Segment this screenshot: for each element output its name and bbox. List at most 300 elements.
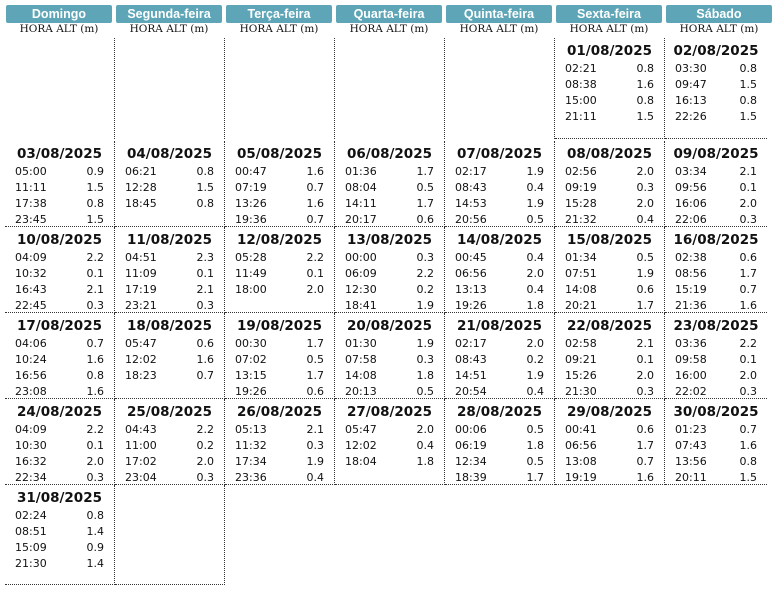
tide-row <box>115 180 224 196</box>
tide-time: 05:13 <box>235 423 267 436</box>
tide-time: 19:26 <box>235 385 267 398</box>
tide-row <box>115 164 224 180</box>
tide-row <box>665 384 767 400</box>
tide-time: 14:51 <box>455 369 487 382</box>
tide-height: 0.7 <box>306 213 324 226</box>
tide-row <box>665 298 767 314</box>
tide-time: 06:21 <box>125 165 157 178</box>
tide-height: 0.8 <box>636 62 654 75</box>
tide-time: 08:04 <box>345 181 377 194</box>
tide-height: 1.8 <box>416 455 434 468</box>
day-cell <box>555 38 665 139</box>
empty-day-cell <box>5 38 115 139</box>
tide-row <box>665 438 767 454</box>
column-subheader: HORA ALT (m) <box>569 23 649 35</box>
tide-time: 20:17 <box>345 213 377 226</box>
tide-row <box>335 164 444 180</box>
tide-height: 0.6 <box>739 251 757 264</box>
tide-height: 2.2 <box>196 423 214 436</box>
day-date: 08/08/2025 <box>566 146 652 162</box>
tide-time: 11:09 <box>125 267 157 280</box>
tide-row <box>665 109 767 125</box>
tide-row <box>115 298 224 314</box>
day-date: 29/08/2025 <box>566 404 652 420</box>
day-cell <box>115 399 225 485</box>
day-date: 23/08/2025 <box>673 318 759 334</box>
tide-time: 10:30 <box>15 439 47 452</box>
day-cell <box>445 399 555 485</box>
tide-time: 14:08 <box>565 283 597 296</box>
tide-height: 1.8 <box>416 369 434 382</box>
tide-time: 11:49 <box>235 267 267 280</box>
tide-height: 0.3 <box>739 385 757 398</box>
day-date: 28/08/2025 <box>456 404 542 420</box>
tide-row <box>115 336 224 352</box>
tide-time: 20:54 <box>455 385 487 398</box>
tide-time: 07:19 <box>235 181 267 194</box>
tide-time: 16:32 <box>15 455 47 468</box>
day-date: 07/08/2025 <box>456 146 542 162</box>
tide-row <box>335 368 444 384</box>
tide-height: 0.4 <box>306 471 324 484</box>
tide-time: 02:56 <box>565 165 597 178</box>
tide-time: 13:13 <box>455 283 487 296</box>
tide-row <box>225 454 334 470</box>
tide-time: 10:24 <box>15 353 47 366</box>
tide-row <box>555 368 664 384</box>
tide-row <box>555 298 664 314</box>
tide-time: 22:34 <box>15 471 47 484</box>
tide-time: 21:30 <box>15 557 47 570</box>
tide-row <box>335 250 444 266</box>
tide-row <box>665 266 767 282</box>
tide-row <box>5 556 114 572</box>
tide-time: 07:02 <box>235 353 267 366</box>
tide-height: 1.5 <box>636 110 654 123</box>
tide-height: 2.0 <box>196 455 214 468</box>
tide-row <box>225 368 334 384</box>
day-date: 18/08/2025 <box>126 318 212 334</box>
tide-time: 13:15 <box>235 369 267 382</box>
tide-height: 1.9 <box>526 369 544 382</box>
tide-height: 0.2 <box>416 283 434 296</box>
tide-row <box>665 454 767 470</box>
tide-time: 17:38 <box>15 197 47 210</box>
tide-time: 18:00 <box>235 283 267 296</box>
tide-time: 11:11 <box>15 181 47 194</box>
tide-height: 0.3 <box>306 439 324 452</box>
tide-time: 14:53 <box>455 197 487 210</box>
tide-time: 19:36 <box>235 213 267 226</box>
tide-time: 06:09 <box>345 267 377 280</box>
tide-time: 05:28 <box>235 251 267 264</box>
tide-row <box>665 180 767 196</box>
day-cell <box>225 399 335 485</box>
tide-height: 0.1 <box>739 353 757 366</box>
tide-row <box>335 384 444 400</box>
tide-height: 0.3 <box>416 353 434 366</box>
tide-height: 1.7 <box>526 471 544 484</box>
tide-row <box>445 454 554 470</box>
empty-day-cell <box>115 485 225 585</box>
day-cell <box>5 399 115 485</box>
tide-time: 20:13 <box>345 385 377 398</box>
tide-height: 2.0 <box>306 283 324 296</box>
tide-row <box>225 438 334 454</box>
tide-height: 0.5 <box>526 423 544 436</box>
tide-time: 12:02 <box>345 439 377 452</box>
tide-row <box>665 336 767 352</box>
tide-height: 1.5 <box>86 181 104 194</box>
tide-height: 0.1 <box>739 181 757 194</box>
tide-row <box>5 508 114 524</box>
day-date: 11/08/2025 <box>126 232 212 248</box>
weekday-header-4: Quinta-feira <box>446 5 552 23</box>
tide-row <box>225 422 334 438</box>
tide-time: 00:47 <box>235 165 267 178</box>
tide-height: 2.0 <box>526 337 544 350</box>
tide-row <box>665 250 767 266</box>
tide-time: 18:39 <box>455 471 487 484</box>
tide-time: 16:13 <box>675 94 707 107</box>
tide-time: 10:32 <box>15 267 47 280</box>
tide-height: 0.8 <box>196 197 214 210</box>
tide-row <box>115 368 224 384</box>
tide-height: 1.9 <box>526 197 544 210</box>
tide-height: 0.8 <box>86 509 104 522</box>
tide-row <box>115 282 224 298</box>
tide-row <box>225 180 334 196</box>
tide-height: 1.5 <box>196 181 214 194</box>
tide-time: 02:17 <box>455 165 487 178</box>
tide-height: 1.9 <box>636 267 654 280</box>
tide-row <box>445 470 554 486</box>
tide-time: 01:30 <box>345 337 377 350</box>
tide-row <box>445 336 554 352</box>
empty-day-cell <box>445 485 555 585</box>
day-cell <box>555 227 665 313</box>
tide-row <box>665 352 767 368</box>
tide-time: 16:00 <box>675 369 707 382</box>
day-cell <box>445 313 555 399</box>
tide-height: 1.9 <box>416 299 434 312</box>
tide-row <box>555 438 664 454</box>
tide-time: 11:00 <box>125 439 157 452</box>
tide-row <box>5 266 114 282</box>
tide-time: 07:51 <box>565 267 597 280</box>
tide-time: 17:34 <box>235 455 267 468</box>
tide-height: 0.7 <box>196 369 214 382</box>
tide-row <box>335 298 444 314</box>
tide-height: 1.6 <box>86 385 104 398</box>
weekday-header-2: Terça-feira <box>226 5 332 23</box>
day-date: 27/08/2025 <box>346 404 432 420</box>
tide-row <box>555 196 664 212</box>
empty-day-cell <box>555 485 665 585</box>
column-subheader: HORA ALT (m) <box>679 23 759 35</box>
tide-height: 2.0 <box>636 165 654 178</box>
tide-height: 2.1 <box>636 337 654 350</box>
day-date: 19/08/2025 <box>236 318 322 334</box>
tide-row <box>445 180 554 196</box>
tide-height: 0.9 <box>86 165 104 178</box>
tide-height: 1.6 <box>306 165 324 178</box>
tide-height: 1.7 <box>636 299 654 312</box>
day-date: 13/08/2025 <box>346 232 432 248</box>
tide-time: 08:43 <box>455 353 487 366</box>
tide-row <box>335 422 444 438</box>
tide-time: 07:58 <box>345 353 377 366</box>
tide-height: 0.7 <box>739 423 757 436</box>
day-date: 30/08/2025 <box>673 404 759 420</box>
tide-time: 21:11 <box>565 110 597 123</box>
tide-row <box>225 470 334 486</box>
tide-time: 04:43 <box>125 423 157 436</box>
tide-time: 20:21 <box>565 299 597 312</box>
tide-row <box>225 164 334 180</box>
tide-height: 0.4 <box>526 251 544 264</box>
tide-time: 09:58 <box>675 353 707 366</box>
tide-height: 0.4 <box>526 385 544 398</box>
tide-row <box>225 336 334 352</box>
tide-row <box>555 77 664 93</box>
tide-row <box>5 250 114 266</box>
tide-time: 18:45 <box>125 197 157 210</box>
tide-height: 0.8 <box>636 94 654 107</box>
day-cell <box>335 141 445 227</box>
tide-height: 0.3 <box>416 251 434 264</box>
empty-day-cell <box>225 38 335 139</box>
tide-height: 0.8 <box>196 165 214 178</box>
tide-time: 04:09 <box>15 423 47 436</box>
tide-time: 12:30 <box>345 283 377 296</box>
tide-height: 1.6 <box>86 353 104 366</box>
day-date: 22/08/2025 <box>566 318 652 334</box>
tide-height: 1.7 <box>416 165 434 178</box>
tide-height: 0.5 <box>636 251 654 264</box>
tide-time: 02:58 <box>565 337 597 350</box>
day-cell <box>115 141 225 227</box>
tide-time: 16:43 <box>15 283 47 296</box>
tide-height: 2.0 <box>416 423 434 436</box>
tide-time: 16:56 <box>15 369 47 382</box>
tide-row <box>5 470 114 486</box>
day-cell <box>115 313 225 399</box>
tide-row <box>115 352 224 368</box>
tide-height: 1.8 <box>526 299 544 312</box>
tide-row <box>555 336 664 352</box>
tide-row <box>5 164 114 180</box>
tide-height: 0.3 <box>636 385 654 398</box>
tide-time: 19:19 <box>565 471 597 484</box>
tide-row <box>5 454 114 470</box>
tide-row <box>5 438 114 454</box>
tide-row <box>5 298 114 314</box>
tide-row <box>665 196 767 212</box>
tide-row <box>665 470 767 486</box>
day-cell <box>555 313 665 399</box>
tide-time: 22:06 <box>675 213 707 226</box>
tide-height: 1.5 <box>739 110 757 123</box>
tide-time: 14:08 <box>345 369 377 382</box>
tide-time: 23:04 <box>125 471 157 484</box>
tide-time: 13:56 <box>675 455 707 468</box>
tide-height: 0.7 <box>306 181 324 194</box>
tide-time: 08:56 <box>675 267 707 280</box>
tide-row <box>5 368 114 384</box>
tide-row <box>445 298 554 314</box>
day-cell <box>335 313 445 399</box>
tide-row <box>335 438 444 454</box>
tide-time: 01:23 <box>675 423 707 436</box>
tide-height: 0.4 <box>526 181 544 194</box>
tide-time: 13:08 <box>565 455 597 468</box>
tide-row <box>5 352 114 368</box>
tide-time: 03:34 <box>675 165 707 178</box>
tide-time: 03:30 <box>675 62 707 75</box>
tide-row <box>445 422 554 438</box>
tide-height: 0.8 <box>86 369 104 382</box>
tide-time: 09:19 <box>565 181 597 194</box>
tide-time: 04:09 <box>15 251 47 264</box>
tide-height: 0.7 <box>739 283 757 296</box>
tide-height: 1.5 <box>739 471 757 484</box>
tide-height: 0.8 <box>86 197 104 210</box>
tide-row <box>5 540 114 556</box>
day-date: 03/08/2025 <box>16 146 102 162</box>
tide-row <box>115 250 224 266</box>
tide-row <box>225 196 334 212</box>
tide-time: 22:26 <box>675 110 707 123</box>
tide-height: 1.9 <box>416 337 434 350</box>
tide-height: 0.4 <box>416 439 434 452</box>
tide-time: 18:04 <box>345 455 377 468</box>
day-cell <box>5 141 115 227</box>
tide-row <box>335 352 444 368</box>
tide-row <box>665 212 767 228</box>
tide-row <box>445 368 554 384</box>
tide-height: 0.9 <box>86 541 104 554</box>
tide-height: 0.2 <box>526 353 544 366</box>
tide-time: 19:26 <box>455 299 487 312</box>
tide-height: 0.3 <box>196 299 214 312</box>
tide-height: 0.6 <box>636 423 654 436</box>
tide-row <box>225 282 334 298</box>
tide-height: 0.4 <box>526 283 544 296</box>
tide-row <box>5 524 114 540</box>
day-date: 26/08/2025 <box>236 404 322 420</box>
tide-height: 2.3 <box>196 251 214 264</box>
tide-row <box>445 384 554 400</box>
tide-row <box>335 180 444 196</box>
tide-height: 2.1 <box>196 283 214 296</box>
tide-row <box>115 438 224 454</box>
day-date: 12/08/2025 <box>236 232 322 248</box>
tide-time: 02:24 <box>15 509 47 522</box>
tide-height: 1.4 <box>86 557 104 570</box>
tide-time: 00:06 <box>455 423 487 436</box>
tide-row <box>665 282 767 298</box>
weekday-header-3: Quarta-feira <box>336 5 442 23</box>
day-date: 20/08/2025 <box>346 318 432 334</box>
tide-height: 1.5 <box>739 78 757 91</box>
tide-time: 08:38 <box>565 78 597 91</box>
tide-row <box>555 422 664 438</box>
tide-row <box>115 454 224 470</box>
tide-row <box>5 282 114 298</box>
tide-time: 21:30 <box>565 385 597 398</box>
tide-height: 2.2 <box>86 251 104 264</box>
tide-height: 0.6 <box>416 213 434 226</box>
tide-row <box>555 282 664 298</box>
tide-height: 0.8 <box>739 94 757 107</box>
tide-row <box>445 438 554 454</box>
tide-time: 04:51 <box>125 251 157 264</box>
tide-time: 18:23 <box>125 369 157 382</box>
day-cell <box>665 313 767 399</box>
tide-time: 09:47 <box>675 78 707 91</box>
tide-row <box>555 93 664 109</box>
tide-row <box>665 77 767 93</box>
tide-height: 1.7 <box>306 337 324 350</box>
tide-row <box>665 61 767 77</box>
tide-height: 2.1 <box>306 423 324 436</box>
tide-time: 18:41 <box>345 299 377 312</box>
tide-height: 0.3 <box>636 181 654 194</box>
tide-time: 05:47 <box>345 423 377 436</box>
column-subheader: HORA ALT (m) <box>19 23 99 35</box>
tide-height: 2.0 <box>636 369 654 382</box>
tide-row <box>555 212 664 228</box>
tide-row <box>555 454 664 470</box>
day-date: 04/08/2025 <box>126 146 212 162</box>
tide-time: 01:34 <box>565 251 597 264</box>
tide-time: 22:02 <box>675 385 707 398</box>
tide-row <box>445 282 554 298</box>
day-cell <box>445 141 555 227</box>
day-date: 01/08/2025 <box>566 43 652 59</box>
tide-time: 05:47 <box>125 337 157 350</box>
tide-time: 08:43 <box>455 181 487 194</box>
tide-height: 0.5 <box>306 353 324 366</box>
weekday-header-1: Segunda-feira <box>116 5 222 23</box>
tide-row <box>555 109 664 125</box>
tide-row <box>5 196 114 212</box>
tide-time: 05:00 <box>15 165 47 178</box>
tide-height: 1.7 <box>306 369 324 382</box>
tide-time: 13:26 <box>235 197 267 210</box>
tide-time: 15:26 <box>565 369 597 382</box>
tide-height: 1.6 <box>636 78 654 91</box>
tide-row <box>335 282 444 298</box>
day-cell <box>115 227 225 313</box>
tide-time: 04:06 <box>15 337 47 350</box>
day-cell <box>225 313 335 399</box>
day-cell <box>5 313 115 399</box>
tide-row <box>335 454 444 470</box>
tide-height: 1.6 <box>739 439 757 452</box>
day-cell <box>665 38 767 139</box>
tide-time: 02:21 <box>565 62 597 75</box>
tide-time: 17:02 <box>125 455 157 468</box>
tide-height: 2.1 <box>86 283 104 296</box>
tide-row <box>445 266 554 282</box>
tide-height: 1.6 <box>306 197 324 210</box>
tide-time: 06:19 <box>455 439 487 452</box>
tide-height: 0.3 <box>86 471 104 484</box>
tide-row <box>555 61 664 77</box>
day-date: 02/08/2025 <box>673 43 759 59</box>
